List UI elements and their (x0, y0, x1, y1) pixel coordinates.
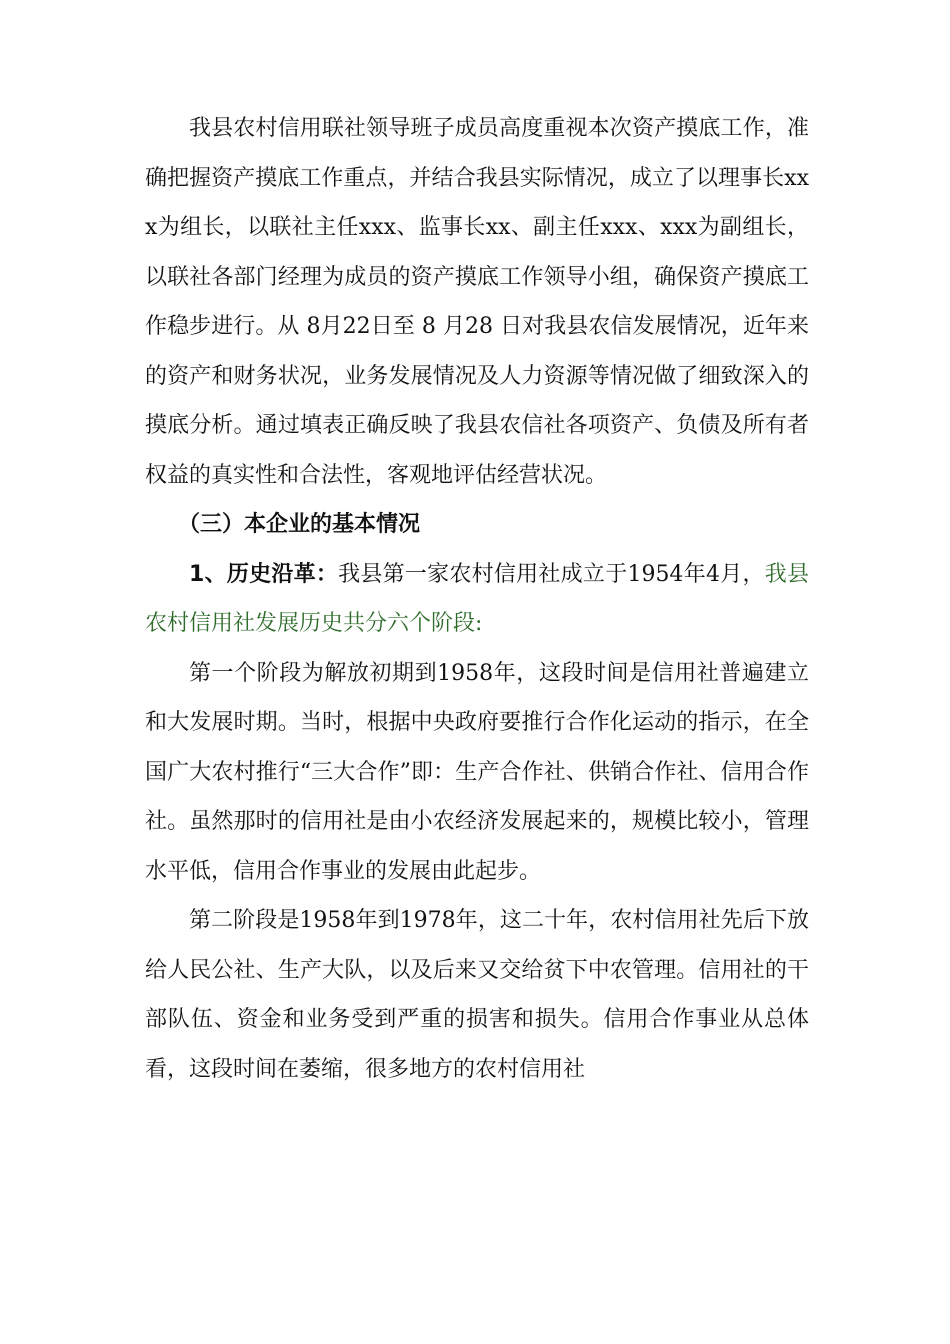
paragraph-asset-survey: 我县农村信用联社领导班子成员高度重视本次资产摸底工作，准确把握资产摸底工作重点，并结合我县实际情况，成立了以理事长xxx为组长，以联社主任xxx、监事长xx、副主任xxx、xxx为副组长，以联社各部门经理为成员的资产摸底工作领导小组，确保资产摸底工作稳步进行。从 8月22日至 8 月28 日对我县农信发展情况，近年来的资产和财务状况，业务发展情况及人力资源等情况做了细致深入的摸底分析。通过填表正确反映了我县农信社各项资产、负债及所有者权益的真实性和合法性，客观地评估经营状况。 (145, 116, 809, 488)
history-label: 1、历史沿革： (189, 561, 339, 587)
history-text: 我县第一家农村信用社成立于1954年4月， (338, 561, 765, 587)
paragraph-stage-one: 第一个阶段为解放初期到1958年，这段时间是信用社普遍建立和大发展时期。当时，根据中央政府要推行合作化运动的指示，在全国广大农村推行“三大合作”即：生产合作社、供销合作社、信用合作社。虽然那时的信用社是由小农经济发展起来的，规模比较小，管理水平低，信用合作事业的发展由此起步。 (145, 660, 809, 884)
history-stages-intro: 我县农村信用社发展历史共分六个阶段: (145, 561, 809, 636)
document-body (145, 104, 809, 1094)
paragraph-history (145, 550, 809, 649)
paragraph-stage-two: 第二阶段是1958年到1978年，这二十年，农村信用社先后下放给人民公社、生产大队，以及后来又交给贫下中农管理。信用社的干部队伍、资金和业务受到严重的损害和损失。信用合作事业从总体看，这段时间在萎缩，很多地方的农村信用社 (145, 908, 809, 1082)
section-heading-basic-info: （三）本企业的基本情况 (178, 512, 421, 537)
